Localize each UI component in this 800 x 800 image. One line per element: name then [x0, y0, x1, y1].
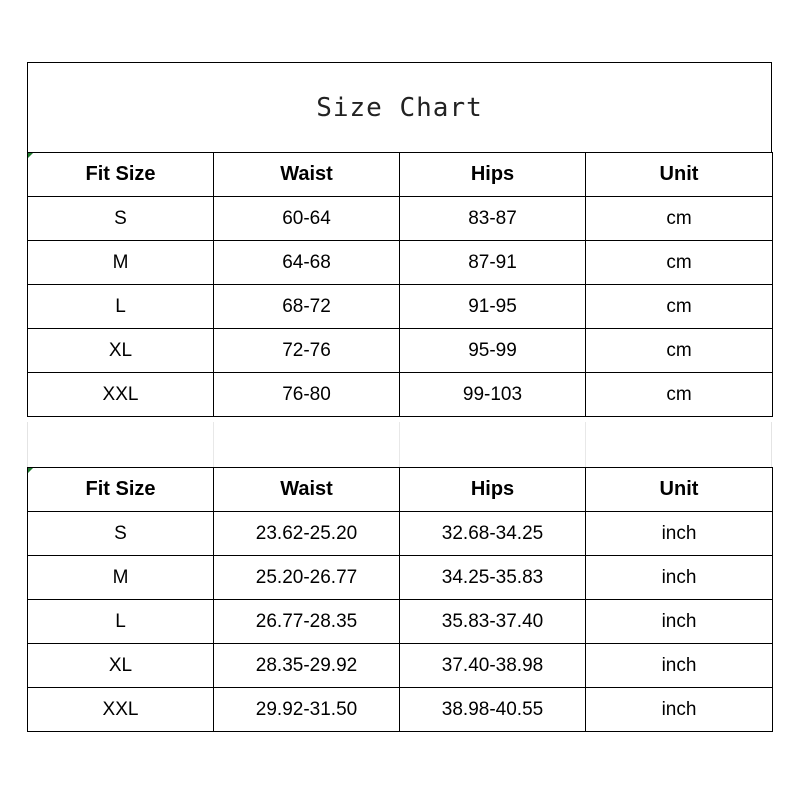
header-fit-size: Fit Size	[28, 468, 214, 512]
cell-waist: 72-76	[214, 329, 400, 373]
table-header-row	[28, 153, 773, 197]
header-fit-size: Fit Size	[28, 153, 214, 197]
spacer-cell	[214, 422, 400, 468]
cell-waist: 28.35-29.92	[214, 644, 400, 688]
header-unit: Unit	[586, 153, 773, 197]
cell-fit-size: XL	[28, 329, 214, 373]
header-hips: Hips	[400, 468, 586, 512]
cell-waist: 29.92-31.50	[214, 688, 400, 732]
cell-unit: cm	[586, 329, 773, 373]
cell-unit: inch	[586, 688, 773, 732]
cell-hips: 35.83-37.40	[400, 600, 586, 644]
table-row	[28, 329, 773, 373]
cell-waist: 68-72	[214, 285, 400, 329]
title-box	[27, 62, 772, 153]
cell-fit-size: L	[28, 600, 214, 644]
chart-title: Size Chart	[316, 92, 483, 123]
cell-unit: inch	[586, 644, 773, 688]
cell-fit-size: S	[28, 512, 214, 556]
cell-hips: 87-91	[400, 241, 586, 285]
size-chart	[27, 62, 772, 738]
table-row	[28, 373, 773, 417]
size-table-cm	[27, 152, 773, 417]
table-row	[28, 688, 773, 732]
cell-waist: 23.62-25.20	[214, 512, 400, 556]
cell-fit-size: XXL	[28, 373, 214, 417]
cell-fit-size: M	[28, 241, 214, 285]
cell-fit-size: XL	[28, 644, 214, 688]
cell-hips: 34.25-35.83	[400, 556, 586, 600]
cell-hips: 83-87	[400, 197, 586, 241]
table-row	[28, 241, 773, 285]
header-unit: Unit	[586, 468, 773, 512]
header-waist: Waist	[214, 468, 400, 512]
cell-fit-size: M	[28, 556, 214, 600]
spacer-row	[27, 422, 772, 468]
cell-hips: 37.40-38.98	[400, 644, 586, 688]
cell-waist: 64-68	[214, 241, 400, 285]
spacer-cell	[400, 422, 586, 468]
header-hips: Hips	[400, 153, 586, 197]
cell-unit: inch	[586, 600, 773, 644]
size-table-inch	[27, 467, 773, 732]
table-row	[28, 556, 773, 600]
corner-marker-inch	[28, 468, 33, 473]
table-header-row	[28, 468, 773, 512]
cell-hips: 38.98-40.55	[400, 688, 586, 732]
table-row	[28, 600, 773, 644]
cell-waist: 60-64	[214, 197, 400, 241]
cell-unit: cm	[586, 285, 773, 329]
cell-waist: 25.20-26.77	[214, 556, 400, 600]
table-row	[28, 197, 773, 241]
cell-fit-size: XXL	[28, 688, 214, 732]
cell-hips: 99-103	[400, 373, 586, 417]
cell-unit: cm	[586, 197, 773, 241]
table-row	[28, 644, 773, 688]
cell-fit-size: L	[28, 285, 214, 329]
cell-unit: cm	[586, 241, 773, 285]
cell-fit-size: S	[28, 197, 214, 241]
cell-hips: 32.68-34.25	[400, 512, 586, 556]
cell-unit: inch	[586, 556, 773, 600]
table-row	[28, 285, 773, 329]
spacer-cell	[586, 422, 771, 468]
cell-hips: 91-95	[400, 285, 586, 329]
corner-marker-cm	[28, 153, 33, 158]
cell-hips: 95-99	[400, 329, 586, 373]
cell-waist: 26.77-28.35	[214, 600, 400, 644]
cell-unit: inch	[586, 512, 773, 556]
header-waist: Waist	[214, 153, 400, 197]
table-row	[28, 512, 773, 556]
cell-waist: 76-80	[214, 373, 400, 417]
cell-unit: cm	[586, 373, 773, 417]
spacer-cell	[28, 422, 214, 468]
